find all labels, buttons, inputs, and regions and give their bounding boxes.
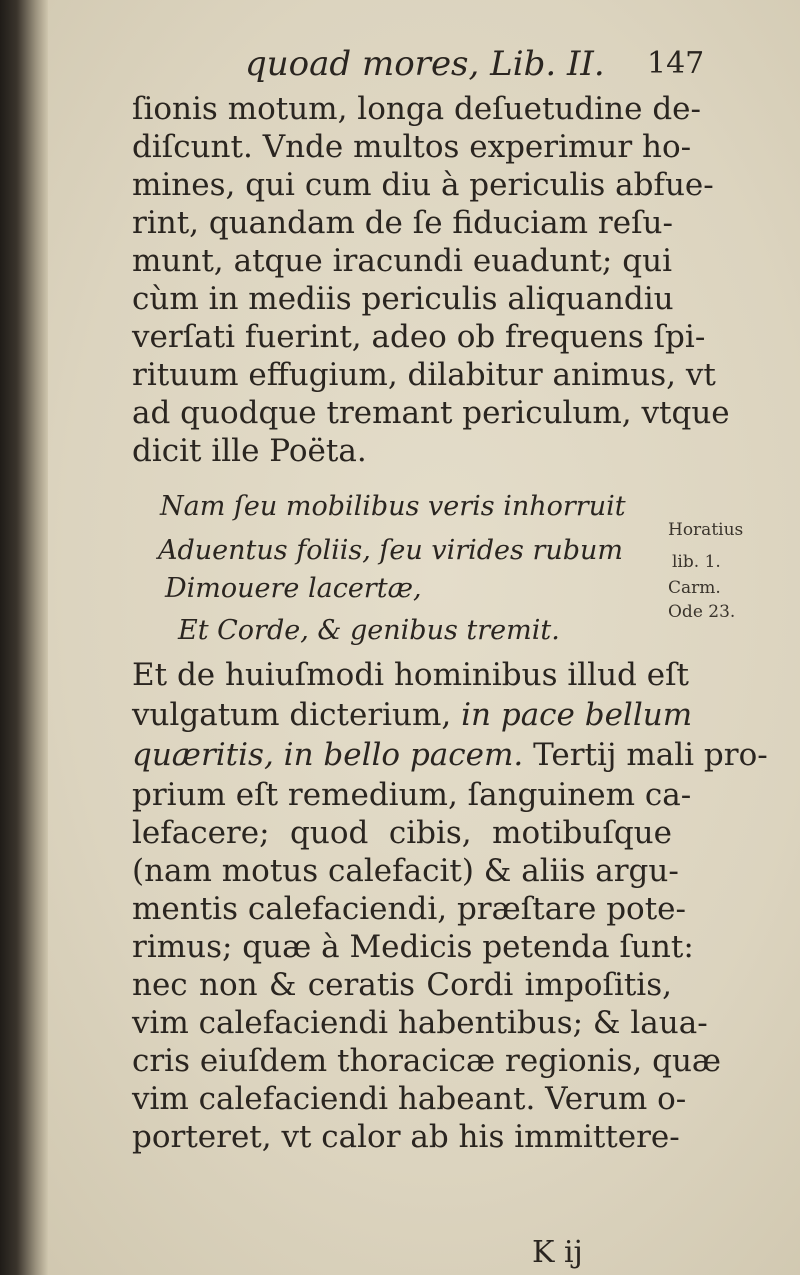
text-line: vim calefaciendi habentibus; & laua-: [132, 1005, 708, 1041]
text-line: Et de huiuſmodi hominibus illud eſt: [132, 657, 690, 693]
text-line: mines, qui cum diu à periculis abfue-: [132, 167, 714, 203]
text-line: ſionis motum, longa deſuetudine de-: [132, 91, 701, 127]
text-line: ad quodque tremant periculum, vtque: [132, 395, 730, 431]
text-line: rimus; quæ à Medicis petenda ſunt:: [132, 929, 694, 965]
text-line: rituum effugium, dilabitur animus, vt: [132, 357, 716, 393]
text-line-mixed: [132, 736, 768, 774]
page-number: 147: [647, 46, 705, 81]
verse-line: Aduentus foliis, ſeu virides rubum: [158, 535, 624, 566]
catchword: K ij: [532, 1235, 583, 1270]
text-line-mixed: [132, 696, 693, 734]
text-line: vim calefaciendi habeant. Verum o-: [132, 1081, 687, 1117]
text-line: rint, quandam de ſe fiduciam reſu-: [132, 205, 673, 241]
text-line: cris eiuſdem thoracicæ regionis, quæ: [132, 1043, 722, 1079]
text-line: munt, atque iracundi euadunt; qui: [132, 243, 672, 279]
margin-note-line: lib. 1.: [672, 552, 721, 572]
text-line: lefacere; quod cibis, motibuſque: [132, 815, 672, 851]
text-line: porteret, vt calor ab his immittere-: [132, 1119, 680, 1155]
text-line: dicit ille Poëta.: [132, 433, 367, 469]
italic-proverb: in pace bellum: [461, 697, 693, 733]
text-span: Tertij mali pro-: [533, 737, 768, 773]
verse-line: Et Corde, & genibus tremit.: [178, 615, 560, 646]
margin-note-line: Ode 23.: [668, 602, 736, 622]
text-line: verſati fuerint, adeo ob frequens ſpi-: [132, 319, 706, 355]
text-line: diſcunt. Vnde multos experimur ho-: [132, 129, 692, 165]
verse-line: Dimouere lacertæ,: [165, 573, 422, 604]
text-line: cùm in mediis periculis aliquandiu: [132, 281, 674, 317]
text-line: nec non & ceratis Cordi impoſitis,: [132, 967, 672, 1003]
book-gutter: [0, 0, 48, 1275]
text-line: mentis calefaciendi, præſtare pote-: [132, 891, 686, 927]
italic-proverb: quæritis, in bello pacem.: [132, 737, 524, 773]
margin-note-line: Horatius: [668, 520, 744, 540]
margin-note-line: Carm.: [668, 578, 721, 598]
running-header: [245, 44, 705, 84]
text-line: (nam motus calefacit) & aliis argu-: [132, 853, 679, 889]
text-line: prium eſt remedium, ſanguinem ca-: [132, 777, 692, 813]
verse-line: Nam ſeu mobilibus veris inhorruit: [160, 491, 626, 522]
text-span: vulgatum dicterium,: [132, 697, 452, 733]
running-title: quoad mores, Lib. II.: [245, 44, 605, 84]
